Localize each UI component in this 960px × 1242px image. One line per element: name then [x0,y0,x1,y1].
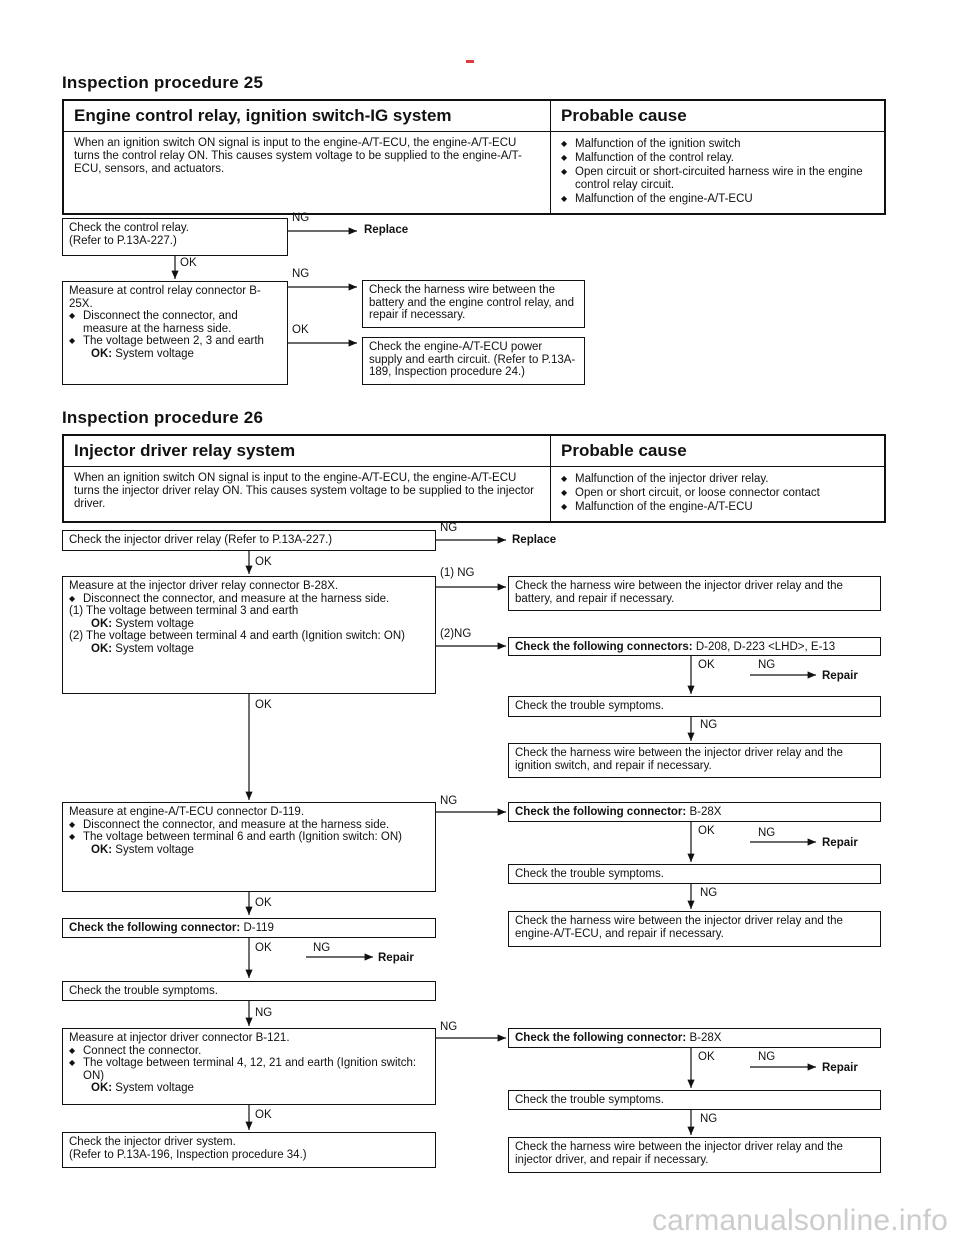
connector-ids: D-208, D-223 <LHD>, E-13 [695,641,836,653]
ng-label: NG [292,268,310,280]
p26-description: When an ignition switch ON signal is input to the engine-A/T-ECU, the engine-A/T-ECU turns the injector driver relay ON. This causes system voltage to be supplied to the injector driver. [63,467,551,523]
step-bullet: ◆ The voltage between terminal 6 and earth (Ignition switch: ON) [69,831,429,844]
ok-criteria-key: OK: [91,843,113,856]
ok-label: OK [255,942,272,954]
repair-label: Repair [822,1062,858,1074]
check-trouble-symptoms-box: Check the trouble symptoms. [508,696,881,717]
check-connector-b28x-box [508,1028,881,1048]
ng-label: NG [758,659,776,671]
p26-cause-header: Probable cause [551,435,886,467]
ng-label: NG [700,719,718,731]
check-harness-battery-relay-box: Check the harness wire between the battery and the engine control relay, and repair if necessary. [362,280,585,328]
step-key: Check the following connector: [69,922,241,934]
step-reference: (Refer to P.13A-196, Inspection procedure 34.) [69,1148,307,1161]
ok-label: OK [698,1051,715,1063]
ok-criteria-key: OK: [91,642,113,655]
p25-cause-item: ◆ Malfunction of the engine-A/T-ECU [561,192,874,206]
step-key: Check the following connector: [515,806,687,818]
watermark: carmanualsonline.info [651,1204,948,1237]
ng-label: NG [292,212,310,224]
repair-label: Repair [822,837,858,849]
check-connector-d119-box [62,918,436,938]
measure-ecu-connector-box [62,802,436,892]
check-injector-driver-system-box [62,1132,436,1168]
connector-id: D-119 [243,922,274,934]
replace-label: Replace [364,224,409,236]
check-harness-relay-battery-box: Check the harness wire between the injector driver relay and the battery, and repair if necessary. [508,576,881,611]
ng-label: NG [440,1021,458,1033]
ok-criteria-key: OK: [91,347,113,360]
check-trouble-symptoms-box: Check the trouble symptoms. [508,864,881,884]
p25-cause-item: ◆ Malfunction of the ignition switch [561,137,874,151]
ng-1-label: (1) NG [440,567,475,579]
p25-system-header: Engine control relay, ignition switch-IG system [63,100,551,132]
ok-criteria-value: System voltage [115,617,194,630]
step-text: Measure at injector driver connector B-121. [69,1032,290,1044]
check-connectors-d208-box [508,637,881,656]
step-bullet: ◆ The voltage between terminal 4, 12, 21 and earth (Ignition switch: ON) [69,1057,429,1082]
check-ecu-power-supply-box: Check the engine-A/T-ECU power supply and earth circuit. (Refer to P.13A-189, Inspection procedure 24.) [362,337,585,385]
repair-label: Repair [822,670,858,682]
ok-label: OK [255,556,272,568]
ok-label: OK [255,897,272,909]
p26-cause-item: ◆ Malfunction of the engine-A/T-ECU [561,500,874,514]
ng-2-label: (2)NG [440,628,472,640]
p25-cause-header: Probable cause [551,100,886,132]
connector-id: B-28X [689,806,722,818]
ok-label: OK [698,825,715,837]
ng-label: NG [440,795,458,807]
step-text: Check the injector driver system. [69,1136,236,1148]
repair-label: Repair [378,952,414,964]
step-item: (1) The voltage between terminal 3 and earth [69,605,299,617]
procedure-26-title: Inspection procedure 26 [62,408,264,427]
ok-criteria-key: OK: [91,617,113,630]
p26-cause-item: ◆ Open or short circuit, or loose connector contact [561,486,874,500]
ng-label: NG [758,827,776,839]
check-harness-relay-ignition-box: Check the harness wire between the injector driver relay and the ignition switch, and repair if necessary. [508,743,881,778]
step-text: Measure at engine-A/T-ECU connector D-119. [69,806,305,818]
ng-label: NG [758,1051,776,1063]
measure-injector-driver-connector-box [62,1028,436,1105]
procedure-25-title: Inspection procedure 25 [62,73,264,92]
ok-criteria-value: System voltage [115,642,194,655]
step-bullet: ◆ Disconnect the connector, and measure at the harness side. [69,593,429,606]
ng-label: NG [255,1007,273,1019]
step-text: Measure at the injector driver relay connector B-28X. [69,580,339,592]
ok-criteria-key: OK: [91,1082,113,1094]
step-text: Check the control relay. [69,222,189,234]
ng-label: NG [313,942,331,954]
p26-system-header: Injector driver relay system [63,435,551,467]
step-key: Check the following connector: [515,1032,687,1044]
p26-cause-list [551,467,886,523]
measure-control-relay-connector-box [62,281,288,385]
ng-label: NG [700,1113,718,1125]
connector-id: B-28X [689,1032,722,1044]
step-bullet: ◆ Connect the connector. [69,1045,429,1058]
measure-injector-driver-relay-connector-box [62,576,436,694]
ng-label: NG [440,522,458,534]
step-text: Measure at control relay connector B-25X. [69,285,261,310]
ng-label: NG [700,887,718,899]
check-control-relay-box [62,218,288,256]
ok-criteria-value: System voltage [115,843,194,856]
p25-cause-item: ◆ Malfunction of the control relay. [561,151,874,165]
ok-label: OK [180,257,197,269]
check-connector-b28x-box [508,802,881,822]
check-injector-driver-relay-box: Check the injector driver relay (Refer to P.13A-227.) [62,530,436,551]
check-harness-relay-ecu-box: Check the harness wire between the injector driver relay and the engine-A/T-ECU, and repair if necessary. [508,911,881,947]
step-bullet: ◆ The voltage between 2, 3 and earth [69,335,281,348]
ok-label: OK [255,699,272,711]
ok-label: OK [292,324,309,336]
step-item: (2) The voltage between terminal 4 and earth (Ignition switch: ON) [69,630,406,642]
check-trouble-symptoms-box: Check the trouble symptoms. [62,981,436,1001]
p26-cause-table [62,434,886,523]
ok-label: OK [255,1109,272,1121]
step-reference: (Refer to P.13A-227.) [69,234,177,247]
step-key: Check the following connectors: [515,641,693,653]
step-bullet: ◆ Disconnect the connector, and measure at the harness side. [69,310,281,335]
check-trouble-symptoms-box: Check the trouble symptoms. [508,1090,881,1110]
check-harness-relay-injector-driver-box: Check the harness wire between the injector driver relay and the injector driver, and repair if necessary. [508,1137,881,1173]
p25-description: When an ignition switch ON signal is input to the engine-A/T-ECU, the engine-A/T-ECU turns the control relay ON. This causes system voltage to be supplied to the engine-A/T-ECU, sensors, and actuators. [63,132,551,215]
p26-cause-item: ◆ Malfunction of the injector driver relay. [561,472,874,486]
replace-label: Replace [512,534,557,546]
ok-criteria-value: System voltage [115,1082,194,1094]
ok-criteria-value: System voltage [115,347,194,360]
ok-label: OK [698,659,715,671]
step-bullet: ◆ Disconnect the connector, and measure at the harness side. [69,819,429,832]
p25-cause-item: ◆ Open circuit or short-circuited harness wire in the engine control relay circuit. [561,165,874,192]
